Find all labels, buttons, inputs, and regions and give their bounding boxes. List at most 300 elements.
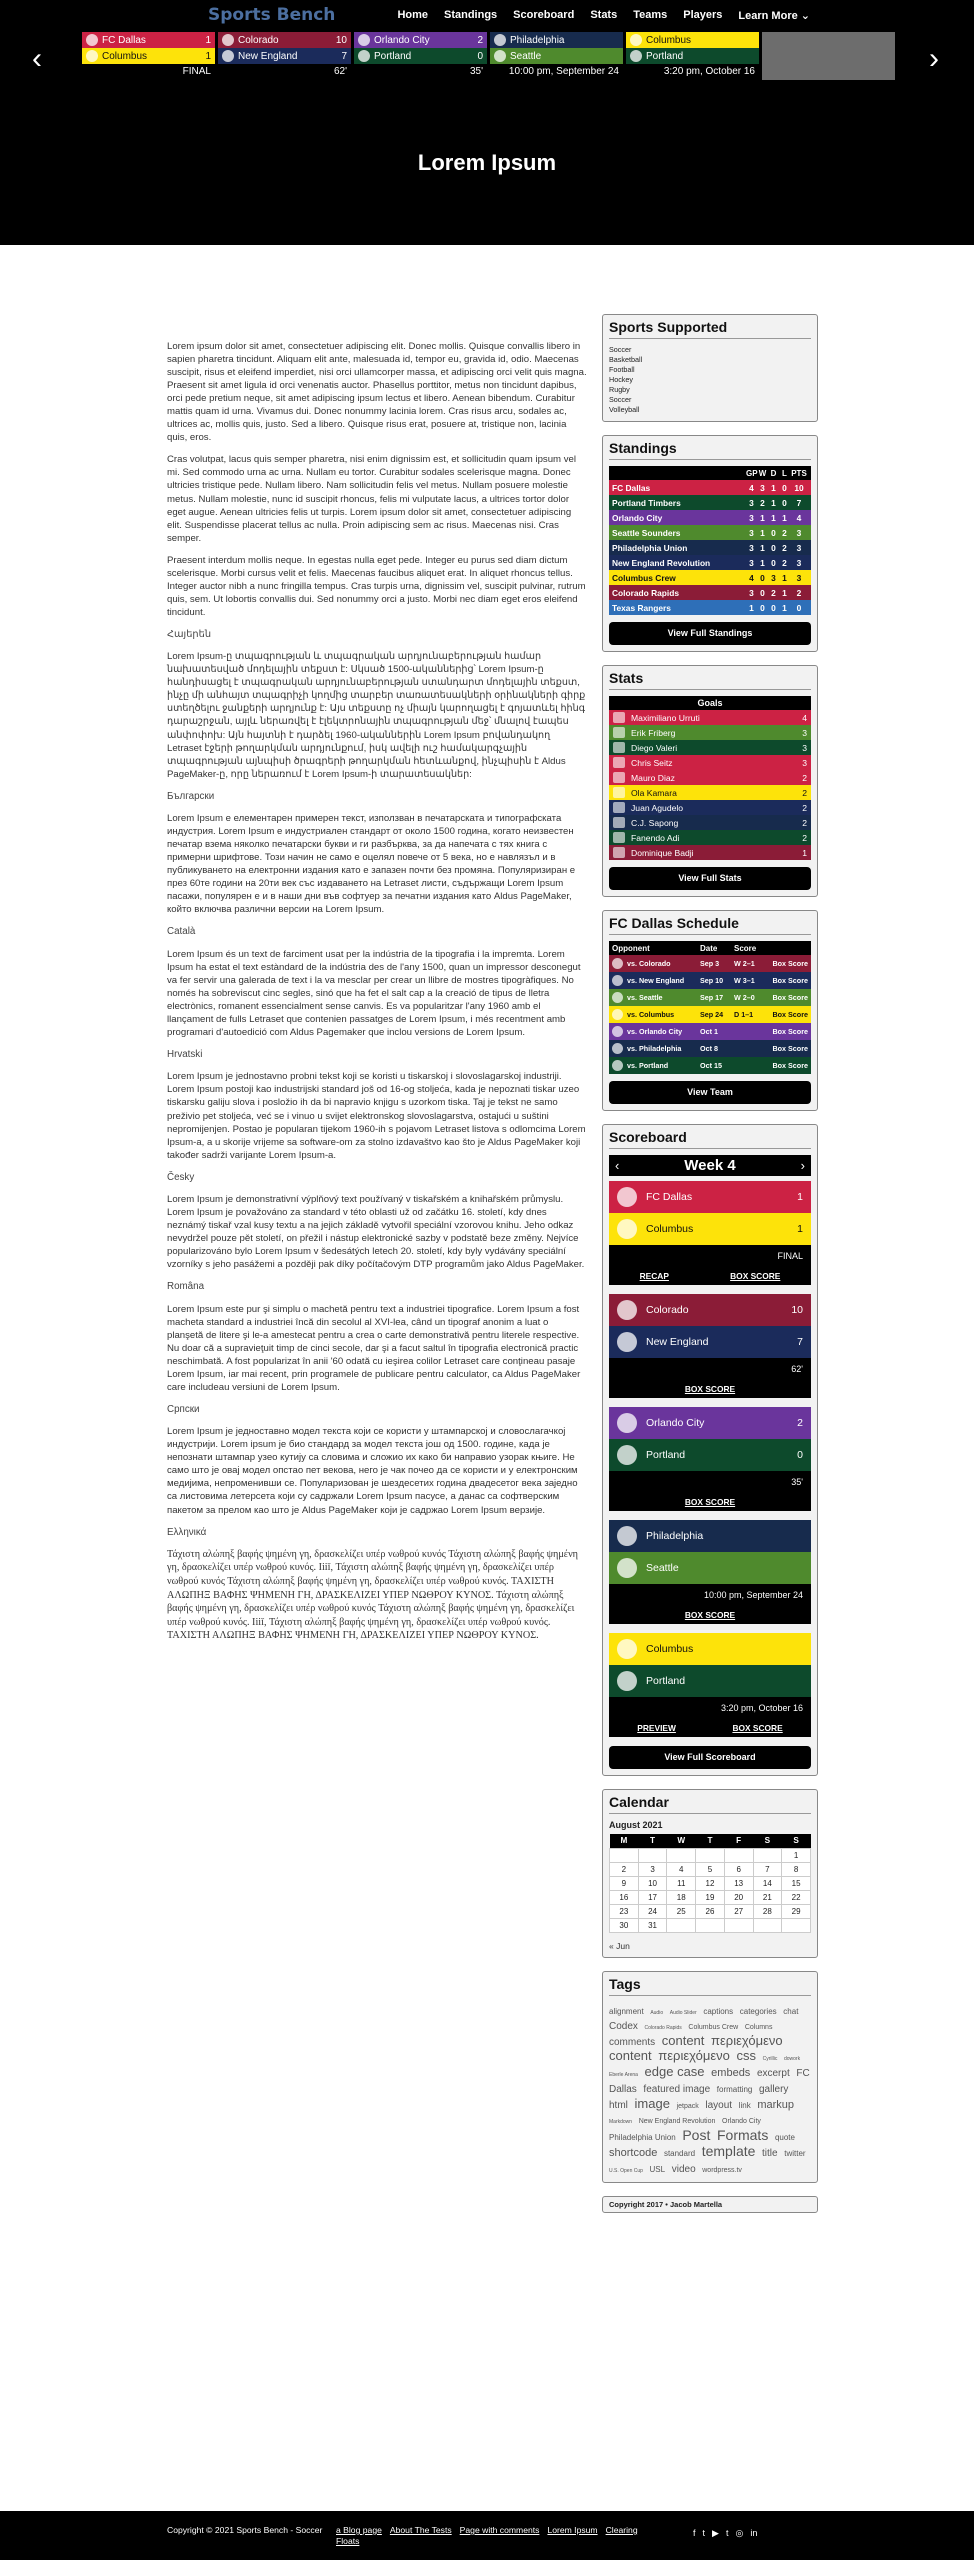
game-score: W 2–1 (734, 959, 755, 968)
standings-header (609, 466, 811, 480)
footer (0, 2511, 974, 2560)
ticker-game[interactable] (490, 32, 623, 80)
column-header: W (758, 468, 767, 478)
scoreboard-team (609, 1294, 811, 1326)
stat-value: 3 (771, 572, 776, 583)
tag-link[interactable]: alignment (609, 2006, 644, 2016)
tag-link[interactable]: New England Revolution (638, 2118, 716, 2126)
team-name: New England (646, 1336, 709, 1348)
team-logo-icon (617, 1639, 637, 1659)
team-name: Portland (646, 50, 684, 62)
game-status: 10:00 pm, September 24 (508, 66, 619, 77)
tag-link[interactable]: wordpress.tv (702, 2167, 742, 2175)
calendar-day: 26 (696, 1904, 725, 1918)
tag-link[interactable]: Columns (744, 2023, 773, 2031)
footer-link[interactable]: Clearing Floats (336, 2525, 638, 2546)
standings-row[interactable] (609, 540, 811, 555)
standings-row[interactable] (609, 495, 811, 510)
sport-item: Soccer (609, 345, 632, 354)
team-logo-icon (617, 1332, 637, 1352)
tag-link[interactable]: Cyrillic (762, 2056, 778, 2063)
box-score-link[interactable]: BOX SCORE (684, 1497, 736, 1507)
calendar-week (610, 1876, 811, 1890)
tag-link[interactable]: html (609, 2099, 628, 2111)
team-name: Orlando City (612, 512, 663, 523)
paragraph: Lorem Ipsum és un text de farciment usat per la indústria de la tipografia i la impremta. Lorem Ipsum ha estat el text estàndard de la indústria des de l'any 1500, quan un impressor desconegut va fer servir una galerada de text i la va mesclar per crear un llibre de mostres tipogràfiques. No només ha sobreviscut cinc segles, sinó que ha fet el salt cap a la creació de tipus de lletra electrònics, romanent essencialment sense canvis. Es va popularitzar l'any 1960 amb el llançament de fulls Letraset que contenien passatges de Lorem Ipsum, i més recentment amb programari d'autoedició com Aldus Pagemaker que inclou versions de Lorem Ipsum. (167, 948, 581, 1038)
tag-link[interactable]: Philadelphia Union (609, 2132, 676, 2142)
team-logo-icon (222, 34, 234, 46)
calendar-week (610, 1918, 811, 1932)
widget-title: Calendar (609, 1794, 811, 1814)
week-selector (609, 1155, 811, 1176)
ticker-next-arrow-icon[interactable]: › (929, 42, 939, 75)
youtube-icon[interactable]: ▶ (712, 2528, 719, 2538)
player-photo-icon (613, 712, 625, 723)
opponent-name: vs. Philadelphia (627, 1044, 682, 1053)
sports-supported-widget (602, 314, 818, 422)
footer-link[interactable]: Lorem Ipsum (547, 2525, 598, 2535)
language-heading: Català (167, 926, 196, 938)
player-photo-icon (613, 832, 625, 843)
calendar-day: 24 (638, 1904, 667, 1918)
scoreboard-team (609, 1633, 811, 1665)
facebook-icon[interactable]: f (693, 2528, 696, 2538)
opponent (612, 1060, 700, 1071)
weekday-header: F (724, 1834, 753, 1848)
tag-link[interactable]: css (736, 2048, 756, 2064)
stat-row[interactable] (609, 770, 811, 785)
tag-link[interactable]: Eberle Arena (609, 2071, 638, 2078)
stat-row[interactable] (609, 710, 811, 725)
team-score: 1 (797, 1191, 803, 1203)
team-score: 2 (797, 1417, 803, 1429)
player-name: Fanendo Adi (631, 832, 680, 843)
box-score-link[interactable]: Box Score (772, 1010, 808, 1019)
calendar-day: 11 (667, 1876, 696, 1890)
tag-link[interactable]: chat (783, 2006, 799, 2016)
game-date: Oct 1 (700, 1027, 718, 1036)
tag-link[interactable]: featured image (643, 2083, 711, 2095)
paragraph: Lorem Ipsum je demonstrativní výplňový text používaný v tiskařském a knihařském průmyslu. Lorem Ipsum je považováno za standard v této oblasti už od začátku 16. století, kdy dnes neznámý tiskař vzal kusy textu a na jejich základě vytvořil speciální vzorovou knihu. Jeho odkaz nevydržel pouze pět století, on přežil i nástup elektronické sazby v podstatě beze změny. Nejvíce popularizováno bylo Lorem Ipsum v šedesátých letech 20. století, kdy byly vydávány speciální vzorníky s jeho pasážemi a později pak díky počítačovým DTP programům jako Aldus PageMaker. (167, 1194, 585, 1271)
team-score: 10 (791, 1304, 803, 1316)
standings-row[interactable] (609, 585, 811, 600)
box-score-link[interactable]: Box Score (772, 976, 808, 985)
box-score-link[interactable]: BOX SCORE (684, 1384, 736, 1394)
tags-widget (602, 1971, 818, 2184)
team-name: Portland (646, 1449, 686, 1461)
site-brand[interactable]: Sports Bench (208, 5, 336, 25)
player-name: C.J. Sapong (631, 817, 679, 828)
game-date: Sep 10 (700, 976, 724, 985)
ticker-team-row (490, 48, 623, 64)
box-score-link[interactable]: BOX SCORE (684, 1610, 736, 1620)
sport-item: Volleyball (609, 405, 640, 414)
team-logo-icon (612, 1026, 623, 1037)
weekday-header: T (696, 1834, 725, 1848)
team-logo-icon (358, 50, 370, 62)
team-name: Colorado Rapids (612, 587, 680, 598)
tag-link[interactable]: video (671, 2164, 696, 2176)
tag-link[interactable]: Codex (609, 2020, 638, 2032)
view-full-stats-button[interactable]: View Full Stats (609, 867, 811, 890)
column-header: GP (746, 468, 758, 478)
team-name: Philadelphia (646, 1530, 704, 1542)
nav-item[interactable]: Stats (590, 9, 618, 21)
tag-link[interactable]: quote (774, 2132, 795, 2142)
game-status: 35' (469, 66, 483, 77)
stat-value: 0 (771, 557, 776, 568)
stat-value: 2 (771, 587, 776, 598)
tag-link[interactable]: captions (703, 2006, 734, 2016)
stat-value: 4 (749, 482, 754, 493)
calendar-table (609, 1834, 811, 1933)
tag-link[interactable]: Markdown (609, 2119, 633, 2126)
preview-link[interactable]: PREVIEW (637, 1723, 676, 1733)
nav-item[interactable]: Scoreboard (513, 9, 575, 21)
opponent-name: vs. New England (627, 976, 685, 985)
team-name: Orlando City (374, 34, 430, 46)
standings-row[interactable] (609, 600, 811, 615)
box-score-link[interactable]: Box Score (772, 1044, 808, 1053)
stat-value: 0 (760, 602, 765, 613)
tumblr-icon[interactable]: t (725, 2528, 729, 2538)
instagram-icon[interactable]: ◎ (735, 2528, 744, 2538)
social-links (693, 2528, 757, 2539)
stat-value: 4 (749, 572, 754, 583)
game-status: 3:20 pm, October 16 (663, 66, 755, 77)
ticker-game[interactable] (82, 32, 215, 80)
tag-link[interactable]: Audio Slider (669, 2009, 697, 2016)
game-links (609, 1606, 811, 1624)
calendar-day: 22 (782, 1890, 811, 1904)
stat-row[interactable] (609, 785, 811, 800)
chevron-left-icon[interactable]: ‹ (615, 1158, 620, 1173)
calendar-day: 27 (724, 1904, 753, 1918)
scoreboard-team (609, 1181, 811, 1213)
box-score-link[interactable]: BOX SCORE (732, 1723, 783, 1733)
schedule-row[interactable] (609, 1006, 811, 1023)
ticker-game[interactable] (354, 32, 487, 80)
sport-item: Hockey (609, 375, 633, 384)
language-heading: Hrvatski (167, 1049, 203, 1061)
team-logo-icon (617, 1526, 637, 1546)
calendar-prev-link[interactable]: « Jun (609, 1940, 630, 1951)
team-logo-icon (86, 34, 98, 46)
player-name: Diego Valeri (631, 742, 678, 753)
team-logo-icon (617, 1300, 637, 1320)
player-name: Erik Friberg (631, 727, 676, 738)
language-heading: Româna (167, 1281, 205, 1293)
tag-link[interactable]: excerpt (756, 2067, 790, 2079)
game-status: 35' (791, 1477, 803, 1487)
calendar-day (782, 1918, 811, 1932)
box-score-link[interactable]: Box Score (772, 1027, 808, 1036)
stat-value: 1 (782, 602, 787, 613)
schedule-row[interactable] (609, 989, 811, 1006)
tag-link[interactable]: image (634, 2095, 670, 2111)
scoreboard-game (609, 1407, 811, 1511)
ticker-team-row (626, 32, 759, 48)
player-photo-icon (613, 772, 625, 783)
scoreboard-widget (602, 1124, 818, 1776)
paragraph: Lorem Ipsum-ը տպագրության և տպագրական արդյունաբերության համար նախատեսված մոդելային տեքստ է: Սկսած 1500-ականներից՝ Lorem Ipsum-ը հանդիսացել է տպագրական արդյունաբերության ստանդարտ մոդելային տեքստ, ինչը մի անհայտ տպագրիչի կողմից տարբեր տառատեսակների օրինակների գիրք ստեղծելու ջանքերի արդյունք է: Այս տեքստը ոչ միայն կարողացել է գոյատևել հինգ դարաշրջան, այլև ներառվել է էլեկտրոնային տպագրության մեջ՝ մնալով էապես անփոփոխ: Այն հայտնի է դարձել 1960-ականներին Lorem Ipsum բովանդակող Letraset էջերի թողարկման արդյունքում, իսկ ավելի ուշ համակարգչային տպագրության այնպիսի ծրագրերի թողարկման հետևանքով, ինչպիսին է Aldus PageMaker-ը, որը ներառում է Lorem Ipsum-ի տարատեսակներ: (167, 651, 586, 780)
opponent-name: vs. Portland (627, 1061, 669, 1070)
tag-link[interactable]: περιεχόμενο (658, 2048, 730, 2064)
standings-row[interactable] (609, 525, 811, 540)
tag-link[interactable]: U.S. Open Cup (609, 2168, 643, 2175)
tag-link[interactable]: shortcode (609, 2147, 658, 2160)
calendar-day (667, 1848, 696, 1862)
tag-link[interactable]: link (738, 2100, 751, 2110)
scoreboard-game (609, 1294, 811, 1398)
calendar-day: 25 (667, 1904, 696, 1918)
tag-link[interactable]: Colorado Rapids (644, 2024, 682, 2031)
recap-link[interactable]: RECAP (639, 1271, 669, 1281)
player-photo-icon (613, 847, 625, 858)
tag-link[interactable]: jetpack (676, 2102, 699, 2110)
tag-link[interactable]: standard (663, 2149, 696, 2159)
widget-title: Sports Supported (609, 319, 811, 339)
calendar-day: 10 (638, 1876, 667, 1890)
calendar-day: 8 (782, 1862, 811, 1876)
team-name: Columbus (646, 1643, 694, 1655)
stat-value: 3 (796, 527, 802, 538)
stat-row[interactable] (609, 815, 811, 830)
calendar-day (638, 1848, 667, 1862)
box-score-link[interactable]: Box Score (772, 993, 808, 1002)
stat-value: 7 (796, 497, 802, 508)
ticker-team-row (354, 48, 487, 64)
nav-item[interactable]: Players (683, 9, 723, 21)
calendar-day: 1 (782, 1848, 811, 1862)
widget-title: Scoreboard (609, 1129, 811, 1149)
team-name: Orlando City (646, 1417, 705, 1429)
tag-link[interactable]: Formats (716, 2126, 769, 2143)
stat-row[interactable] (609, 725, 811, 740)
calendar-day: 28 (753, 1904, 782, 1918)
game-date: Sep 17 (700, 993, 724, 1002)
player-photo-icon (613, 802, 625, 813)
schedule-row[interactable] (609, 955, 811, 972)
team-logo-icon (612, 1009, 623, 1020)
tag-link[interactable]: edge case (644, 2063, 705, 2079)
tag-link[interactable]: gallery (758, 2083, 789, 2095)
stat-value: 0 (771, 542, 776, 553)
tag-link[interactable]: Columbus Crew (688, 2023, 739, 2031)
game-date: Oct 8 (700, 1044, 718, 1053)
team-name: Portland Timbers (612, 497, 681, 508)
stat-row[interactable] (609, 845, 811, 860)
nav-item[interactable]: Learn More ⌄ (738, 10, 810, 22)
stat-value: 0 (760, 587, 765, 598)
footer-link[interactable]: About The Tests (389, 2525, 452, 2535)
calendar-day: 29 (782, 1904, 811, 1918)
player-name: Mauro Diaz (631, 772, 675, 783)
goals-value: 2 (802, 817, 807, 828)
tag-link[interactable]: markup (757, 2098, 795, 2111)
schedule-row[interactable] (609, 1023, 811, 1040)
opponent-name: vs. Colorado (627, 959, 671, 968)
footer-link[interactable]: Page with comments (459, 2525, 540, 2535)
team-name: FC Dallas (646, 1191, 693, 1203)
ticker-game[interactable] (626, 32, 759, 80)
language-heading: Български (167, 790, 215, 802)
stat-value: 3 (796, 557, 802, 568)
calendar-day (724, 1848, 753, 1862)
team-name: Colorado (238, 34, 279, 46)
standings-row[interactable] (609, 555, 811, 570)
tag-link[interactable]: USL (649, 2165, 666, 2175)
language-heading: Ελληνικά (167, 1526, 207, 1538)
team-logo-icon (494, 50, 506, 62)
top-bar (0, 0, 974, 34)
twitter-icon[interactable]: t (702, 2528, 706, 2538)
stat-value: 1 (771, 482, 776, 493)
view-team-button[interactable]: View Team (609, 1081, 811, 1104)
stat-value: 1 (771, 497, 776, 508)
game-date: Oct 15 (700, 1061, 722, 1070)
team-logo-icon (617, 1445, 637, 1465)
nav-item[interactable]: Home (397, 9, 428, 21)
tag-link[interactable]: comments (609, 2036, 656, 2048)
calendar-day (667, 1918, 696, 1932)
tag-link[interactable]: περιεχόμενο (711, 2032, 783, 2048)
calendar-week (610, 1890, 811, 1904)
chevron-right-icon[interactable]: › (800, 1158, 805, 1173)
tag-link[interactable]: Audio (650, 2009, 664, 2016)
standings-row[interactable] (609, 480, 811, 495)
tag-cloud (609, 2002, 811, 2177)
player-photo-icon (613, 817, 625, 828)
linkedin-icon[interactable]: in (750, 2528, 758, 2538)
tag-link[interactable]: twitter (784, 2149, 806, 2159)
game-date: Sep 24 (700, 1010, 724, 1019)
team-logo-icon (612, 992, 623, 1003)
ticker-team-row (490, 32, 623, 48)
player-name: Ola Kamara (631, 787, 677, 798)
tag-link[interactable]: embeds (711, 2066, 751, 2079)
scoreboard-games (609, 1181, 811, 1737)
team-score: 10 (335, 34, 347, 46)
stat-value: 3 (749, 497, 754, 508)
schedule-row[interactable] (609, 1057, 811, 1074)
ticker-team-row (218, 48, 351, 64)
team-score: 7 (797, 1336, 803, 1348)
standings-row[interactable] (609, 570, 811, 585)
team-logo-icon (617, 1671, 637, 1691)
goals-value: 4 (802, 712, 807, 723)
footer-link[interactable]: a Blog page (336, 2525, 382, 2535)
view-full-scoreboard-button[interactable]: View Full Scoreboard (609, 1746, 811, 1769)
ticker-team-row (82, 32, 215, 48)
tag-link[interactable]: content (609, 2048, 652, 2064)
calendar-day (696, 1848, 725, 1862)
standings-row[interactable] (609, 510, 811, 525)
game-score: W 3–1 (734, 976, 755, 985)
box-score-link[interactable]: Box Score (772, 959, 808, 968)
ticker-team-row (354, 32, 487, 48)
stat-value: 0 (782, 497, 787, 508)
tag-link[interactable]: dowork (783, 2056, 801, 2063)
stat-row[interactable] (609, 800, 811, 815)
schedule-row[interactable] (609, 1040, 811, 1057)
stat-row[interactable] (609, 755, 811, 770)
tag-link[interactable]: layout (705, 2099, 733, 2111)
team-name: New England Revolution (612, 557, 711, 568)
calendar-day: 4 (667, 1862, 696, 1876)
nav-item[interactable]: Standings (444, 9, 498, 21)
tag-link[interactable]: Post (682, 2126, 711, 2143)
standings-table (609, 480, 811, 615)
stat-row[interactable] (609, 740, 811, 755)
calendar-day: 2 (610, 1862, 639, 1876)
stat-value: 0 (782, 482, 787, 493)
team-name: Seattle (646, 1562, 679, 1574)
calendar-day: 13 (724, 1876, 753, 1890)
tag-link[interactable]: title (762, 2148, 778, 2160)
tag-link[interactable]: formatting (716, 2084, 753, 2094)
stat-row[interactable] (609, 830, 811, 845)
game-score: D 1–1 (734, 1010, 754, 1019)
stat-value: 3 (749, 527, 754, 538)
sport-item: Rugby (609, 385, 630, 394)
stat-value: 1 (760, 542, 765, 553)
stat-value: 0 (771, 602, 776, 613)
article-body (167, 340, 587, 1652)
tag-link[interactable]: categories (739, 2006, 777, 2016)
game-status: 10:00 pm, September 24 (703, 1590, 803, 1600)
opponent (612, 1026, 700, 1037)
player-name: Dominique Badji (631, 847, 694, 858)
scoreboard-game (609, 1520, 811, 1624)
scoreboard-team (609, 1439, 811, 1471)
ticker-prev-arrow-icon[interactable]: ‹ (32, 42, 42, 75)
widget-title: FC Dallas Schedule (609, 915, 811, 935)
stat-value: 3 (796, 542, 802, 553)
calendar-day: 3 (638, 1862, 667, 1876)
team-logo-icon (612, 975, 623, 986)
schedule-row[interactable] (609, 972, 811, 989)
column-header: Date (700, 943, 718, 953)
team-score: 0 (797, 1449, 803, 1461)
tag-link[interactable]: template (701, 2143, 756, 2160)
tag-link[interactable]: content (661, 2032, 705, 2048)
box-score-link[interactable]: Box Score (772, 1061, 808, 1070)
stat-value: 3 (749, 557, 754, 568)
tag-link[interactable]: FC Dallas (609, 2067, 810, 2095)
box-score-link[interactable]: BOX SCORE (730, 1271, 781, 1281)
footer-copyright: Copyright © 2021 Sports Bench - Soccer (167, 2525, 323, 2535)
stat-value: 1 (760, 527, 765, 538)
ticker-game[interactable] (218, 32, 351, 80)
hero (0, 0, 974, 245)
team-logo-icon (630, 50, 642, 62)
ticker-team-row (82, 48, 215, 64)
weekday-header: W (667, 1834, 696, 1848)
stat-value: 1 (749, 602, 754, 613)
team-score: 0 (477, 50, 483, 62)
view-full-standings-button[interactable]: View Full Standings (609, 622, 811, 645)
game-status: FINAL (777, 1251, 803, 1261)
scoreboard-team (609, 1665, 811, 1697)
game-links (609, 1380, 811, 1398)
scoreboard-game (609, 1633, 811, 1737)
tag-link[interactable]: Orlando City (722, 2118, 761, 2126)
opponent-name: vs. Orlando City (627, 1027, 683, 1036)
stat-value: 3 (796, 572, 802, 583)
weekday-header: S (753, 1834, 782, 1848)
nav-item[interactable]: Teams (633, 9, 668, 21)
